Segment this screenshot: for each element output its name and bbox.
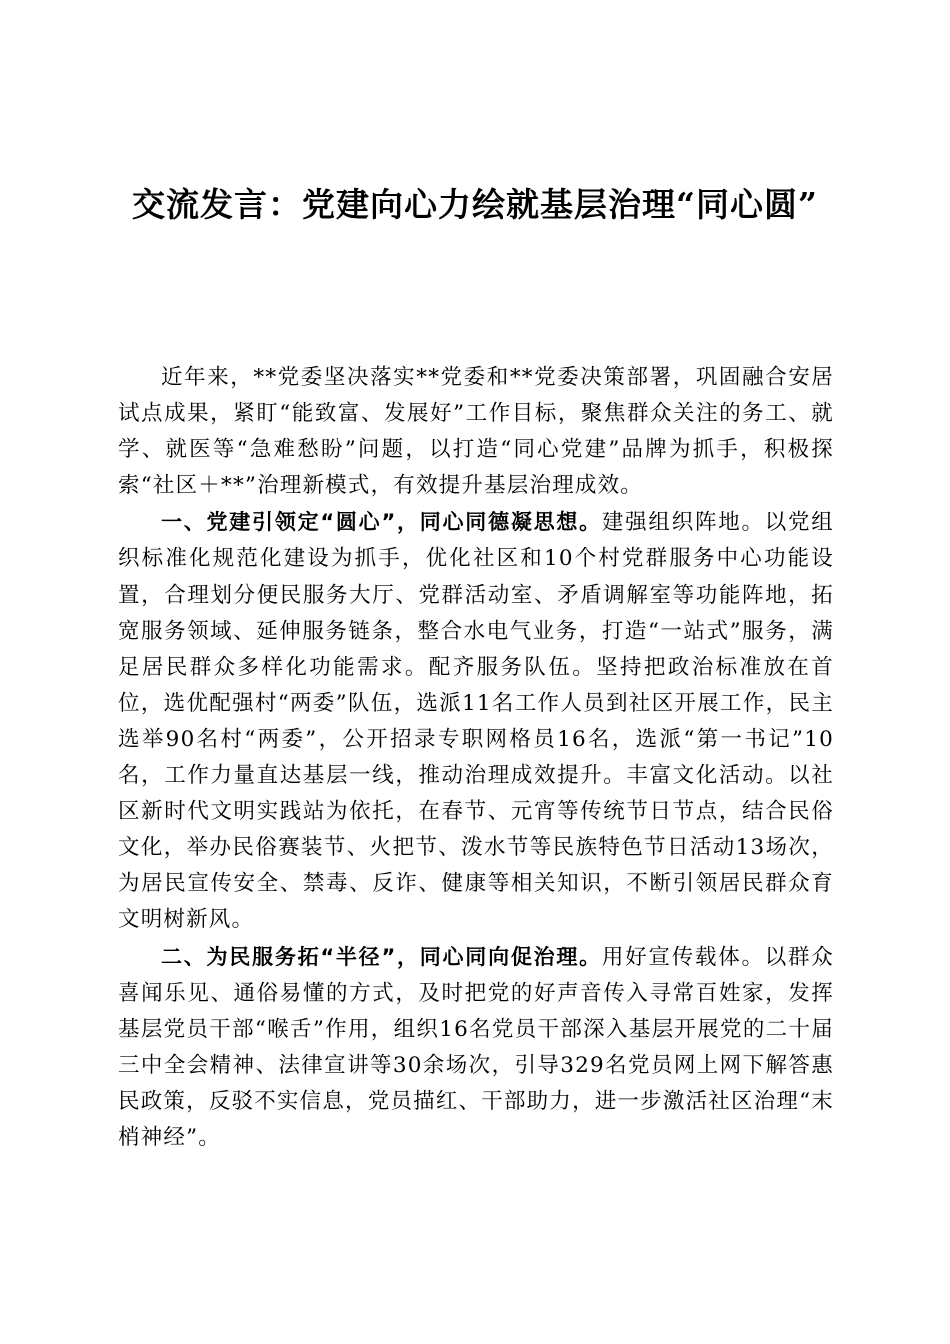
section-one-paragraph	[118, 504, 834, 938]
intro-paragraph	[118, 360, 834, 504]
paragraph-text: 近年来，**党委坚决落实**党委和**党委决策部署，巩固融合安居试点成果，紧盯“能致富、发展好”工作目标，聚焦群众关注的务工、就学、就医等“急难愁盼”问题，以打造“同心党建”品牌为抓手，积极探索“社区＋**”治理新模式，有效提升基层治理成效。	[118, 365, 834, 499]
section-one-heading: 一、党建引领定“圆心”，同心同德凝思想。	[161, 510, 602, 535]
section-two-heading: 二、为民服务拓“半径”，同心同向促治理。	[161, 944, 602, 969]
document-title: 交流发言：党建向心力绘就基层治理“同心圆”	[132, 185, 818, 224]
paragraph-text: 建强组织阵地。以党组织标准化规范化建设为抓手，优化社区和10个村党群服务中心功能设置，合理划分便民服务大厅、党群活动室、矛盾调解室等功能阵地，拓宽服务领域、延伸服务链条，整合水电气业务，打造“一站式”服务，满足居民群众多样化功能需求。配齐服务队伍。坚持把政治标准放在首位，选优配强村“两委”队伍，选派11名工作人员到社区开展工作，民主选举90名村“两委”，公开招录专职网格员16名，选派“第一书记”10名，工作力量直达基层一线，推动治理成效提升。丰富文化活动。以社区新时代文明实践站为依托，在春节、元宵等传统节日节点，结合民俗文化，举办民俗赛装节、火把节、泼水节等民族特色节日活动13场次，为居民宣传安全、禁毒、反诈、健康等相关知识，不断引领居民群众育文明树新风。	[118, 510, 834, 933]
document-body	[118, 360, 834, 1156]
paragraph-text: 用好宣传载体。以群众喜闻乐见、通俗易懂的方式，及时把党的好声音传入寻常百姓家，发挥基层党员干部“喉舌”作用，组织16名党员干部深入基层开展党的二十届三中全会精神、法律宣讲等30余场次，引导329名党员网上网下解答惠民政策，反驳不实信息，党员描红、干部助力，进一步激活社区治理“末梢神经”。	[118, 944, 834, 1150]
section-two-paragraph	[118, 939, 834, 1157]
